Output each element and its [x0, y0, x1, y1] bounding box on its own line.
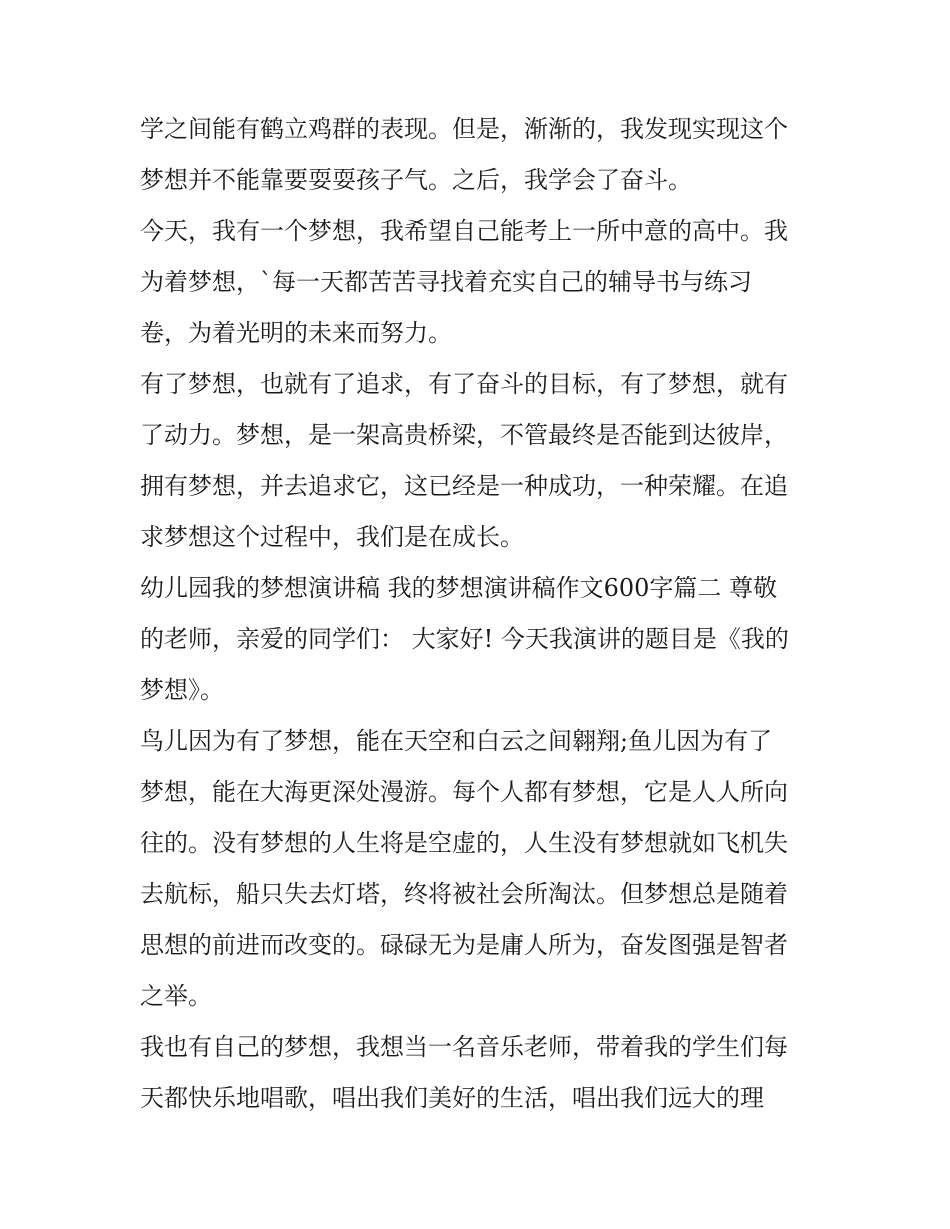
text-line: 幼儿园我的梦想演讲稿 我的梦想演讲稿作文600字篇二 尊敬 — [140, 574, 778, 602]
text-line: 学之间能有鹤立鸡群的表现。但是，渐渐的，我发现实现这个 — [140, 115, 788, 143]
text-line: 梦想，能在大海更深处漫游。每个人都有梦想，它是人人所向 — [140, 778, 788, 806]
text-line: 了动力。梦想，是一架高贵桥梁，不管最终是否能到达彼岸， — [140, 421, 788, 449]
text-line: 去航标，船只失去灯塔，终将被社会所淘汰。但梦想总是随着 — [140, 880, 788, 908]
text-line: 求梦想这个过程中，我们是在成长。 — [140, 523, 524, 551]
text-line: 梦想并不能靠要耍耍孩子气。之后，我学会了奋斗。 — [140, 166, 692, 194]
text-line: 的老师，亲爱的同学们： 大家好! 今天我演讲的题目是《我的 — [140, 625, 789, 653]
text-line: 天都快乐地唱歌，唱出我们美好的生活，唱出我们远大的理 — [140, 1084, 764, 1112]
text-line: 梦想》。 — [140, 676, 224, 704]
text-line: 往的。没有梦想的人生将是空虚的，人生没有梦想就如飞机失 — [140, 829, 788, 857]
document-body — [140, 104, 815, 1124]
text-line: 今天，我有一个梦想，我希望自己能考上一所中意的高中。我 — [140, 217, 788, 245]
text-line: 卷，为着光明的未来而努力。 — [140, 319, 452, 347]
text-line: 之举。 — [140, 982, 212, 1010]
text-line: 为着梦想，`每一天都苦苦寻找着充实自己的辅导书与练习 — [140, 268, 752, 296]
text-line: 有了梦想，也就有了追求，有了奋斗的目标，有了梦想，就有 — [140, 370, 788, 398]
text-line: 思想的前进而改变的。碌碌无为是庸人所为，奋发图强是智者 — [140, 931, 788, 959]
text-line: 拥有梦想，并去追求它，这已经是一种成功，一种荣耀。在追 — [140, 472, 788, 500]
text-line: 鸟儿因为有了梦想，能在天空和白云之间翱翔;鱼儿因为有了 — [140, 727, 773, 755]
text-line: 我也有自己的梦想，我想当一名音乐老师，带着我的学生们每 — [140, 1033, 788, 1061]
